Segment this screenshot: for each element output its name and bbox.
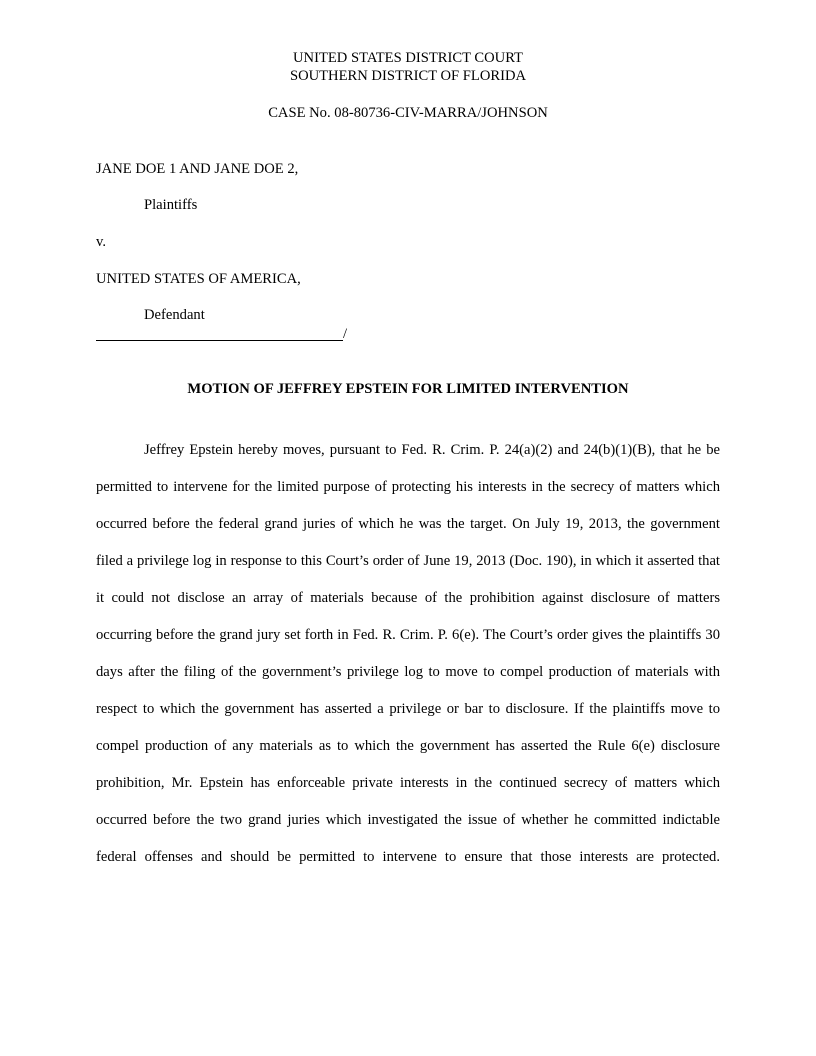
- defendant-label: Defendant: [144, 307, 205, 323]
- case-number: CASE No. 08-80736-CIV-MARRA/JOHNSON: [268, 105, 548, 121]
- caption-rule: [96, 340, 343, 341]
- motion-body-paragraph: [96, 432, 720, 876]
- motion-body-text: Jeffrey Epstein hereby moves, pursuant to Fed. R. Crim. P. 24(a)(2) and 24(b)(1)(B), that he be permitted to intervene for the limited purpose of protecting his interests in the secrecy of matters which occurred before the federal grand juries of which he was the target. On July 19, 2013, the government filed a privilege log in response to this Court’s order of June 19, 2013 (Doc. 190), in which it asserted that it could not disclose an array of materials because of the prohibition against disclosure of matters occurring before the grand jury set forth in Fed. R. Crim. P. 6(e). The Court’s order gives the plaintiffs 30 days after the filing of the government’s privilege log to move to compel production of materials with respect to which the government has asserted a privilege or bar to disclosure. If the plaintiffs move to compel production of any materials as to which the government has asserted the Rule 6(e) disclosure prohibition, Mr. Epstein has enforceable private interests in the continued secrecy of matters which occurred before the two grand juries which investigated the issue of whether he committed indictable federal offenses and should be permitted to intervene to ensure that those interests are protected.: [96, 442, 720, 865]
- plaintiffs-names: JANE DOE 1 AND JANE DOE 2,: [96, 161, 299, 177]
- versus-label: v.: [96, 234, 106, 250]
- defendant-name: UNITED STATES OF AMERICA,: [96, 271, 301, 287]
- court-name-line-2: SOUTHERN DISTRICT OF FLORIDA: [289, 68, 527, 84]
- motion-title: MOTION OF JEFFREY EPSTEIN FOR LIMITED INTERVENTION: [187, 381, 629, 397]
- plaintiffs-label: Plaintiffs: [144, 197, 198, 213]
- court-name-line-1: UNITED STATES DISTRICT COURT: [293, 50, 523, 66]
- caption-rule-slash: /: [343, 326, 348, 342]
